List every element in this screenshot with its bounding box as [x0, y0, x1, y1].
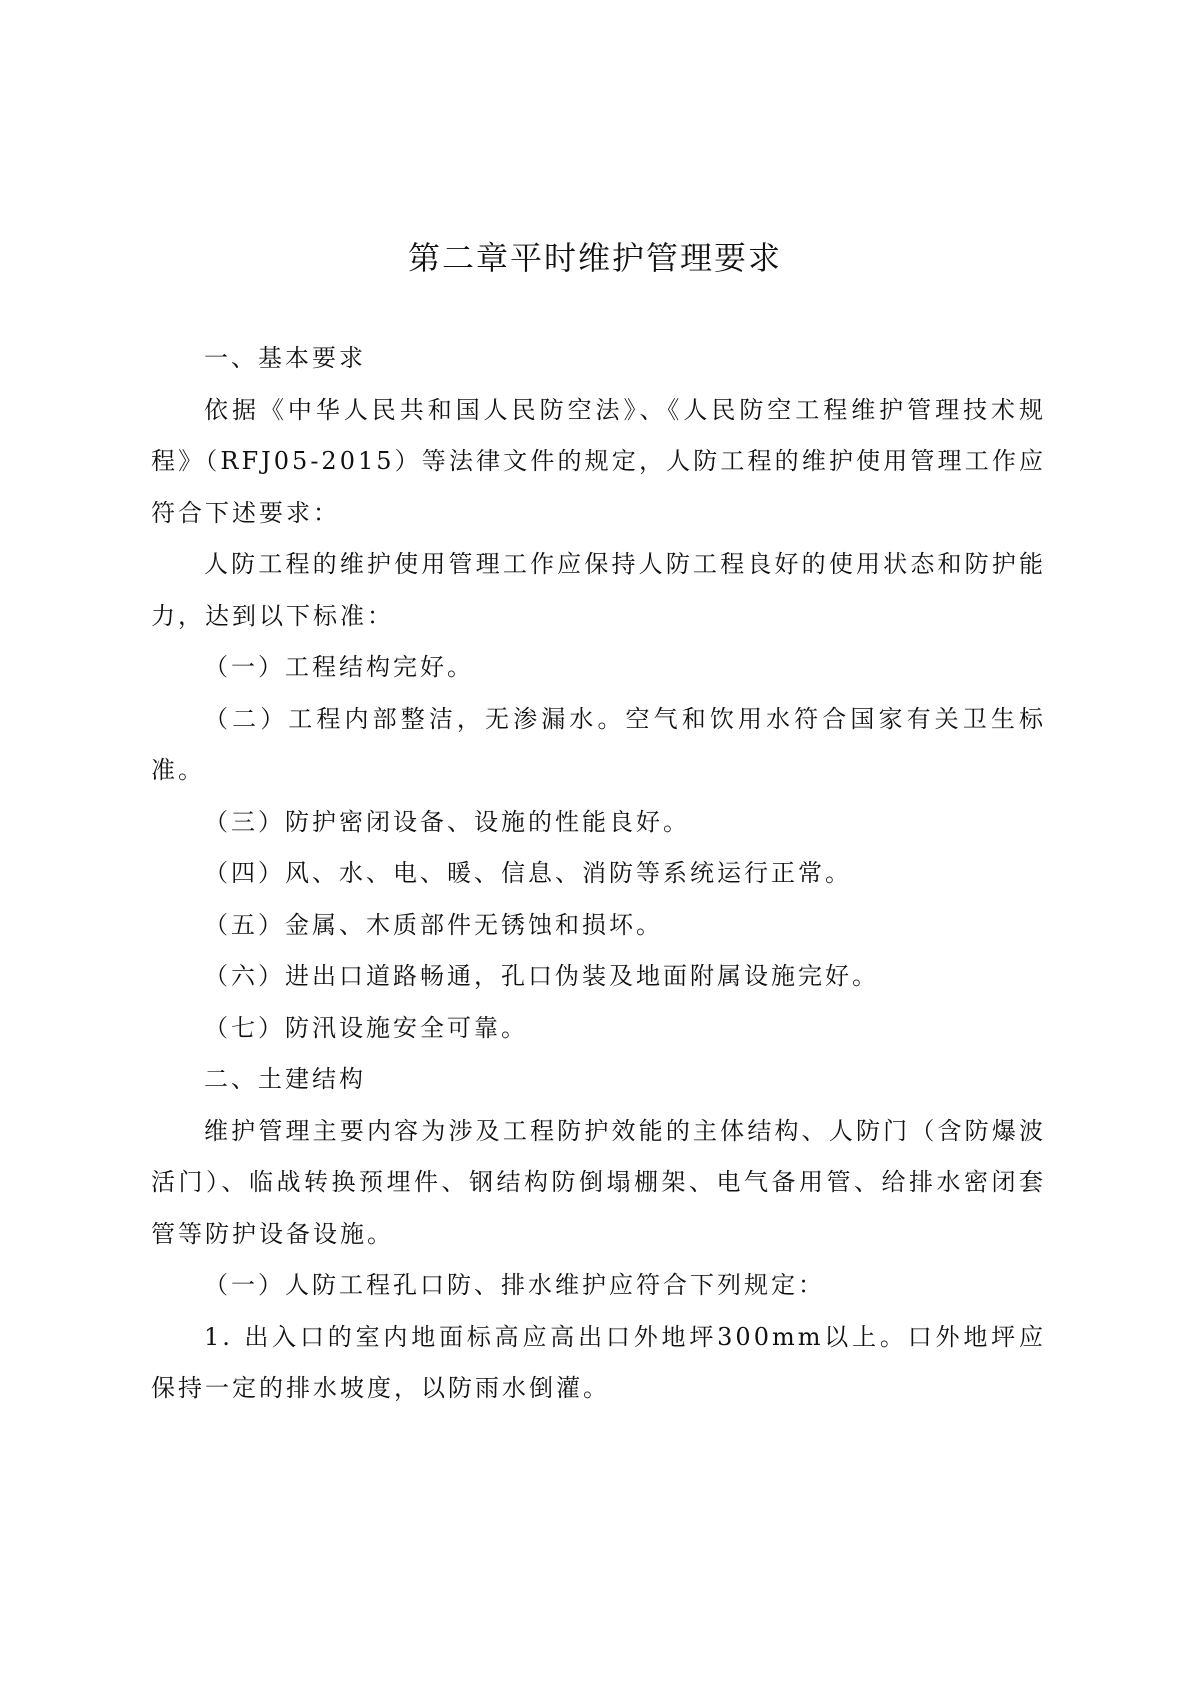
list-item-5: （五）金属、木质部件无锈蚀和损坏。 — [204, 910, 663, 939]
paragraph-standards-intro: 人防工程的维护使用管理工作应保持人防工程良好的使用状态和防护能力，达到以下标准： — [151, 550, 1046, 630]
list-item-4: （四）风、水、电、暖、信息、消防等系统运行正常。 — [204, 859, 852, 887]
subsection-heading-drainage: （一）人防工程孔口防、排水维护应符合下列规定： — [204, 1271, 825, 1299]
document-body — [151, 333, 1046, 1415]
section-heading-civil-structure: 二、土建结构 — [204, 1065, 366, 1093]
paragraph-maintenance-scope: 维护管理主要内容为涉及工程防护效能的主体结构、人防门（含防爆波活门）、临战转换预埋件、钢结构防倒塌棚架、电气备用管、给排水密闭套管等防护设备设施。 — [151, 1116, 1046, 1248]
chapter-title: 第二章平时维护管理要求 — [407, 239, 782, 277]
paragraph-rule-1: 1. 出入口的室内地面标高应高出口外地坪300mm以上。口外地坪应保持一定的排水坡度，以防雨水倒灌。 — [151, 1322, 1046, 1402]
section-heading-basic-requirements: 一、基本要求 — [204, 344, 366, 372]
list-item-3: （三）防护密闭设备、设施的性能良好。 — [204, 807, 690, 836]
list-item-7: （七）防汛设施安全可靠。 — [204, 1013, 528, 1042]
list-item-1: （一）工程结构完好。 — [204, 653, 474, 681]
list-item-2: （二）工程内部整洁，无渗漏水。空气和饮用水符合国家有关卫生标准。 — [151, 704, 1046, 784]
list-item-6: （六）进出口道路畅通，孔口伪装及地面附属设施完好。 — [204, 962, 879, 990]
paragraph-legal-basis: 依据《中华人民共和国人民防空法》、《人民防空工程维护管理技术规程》（RFJ05-2015）等法律文件的规定，人防工程的维护使用管理工作应符合下述要求： — [151, 395, 1046, 527]
